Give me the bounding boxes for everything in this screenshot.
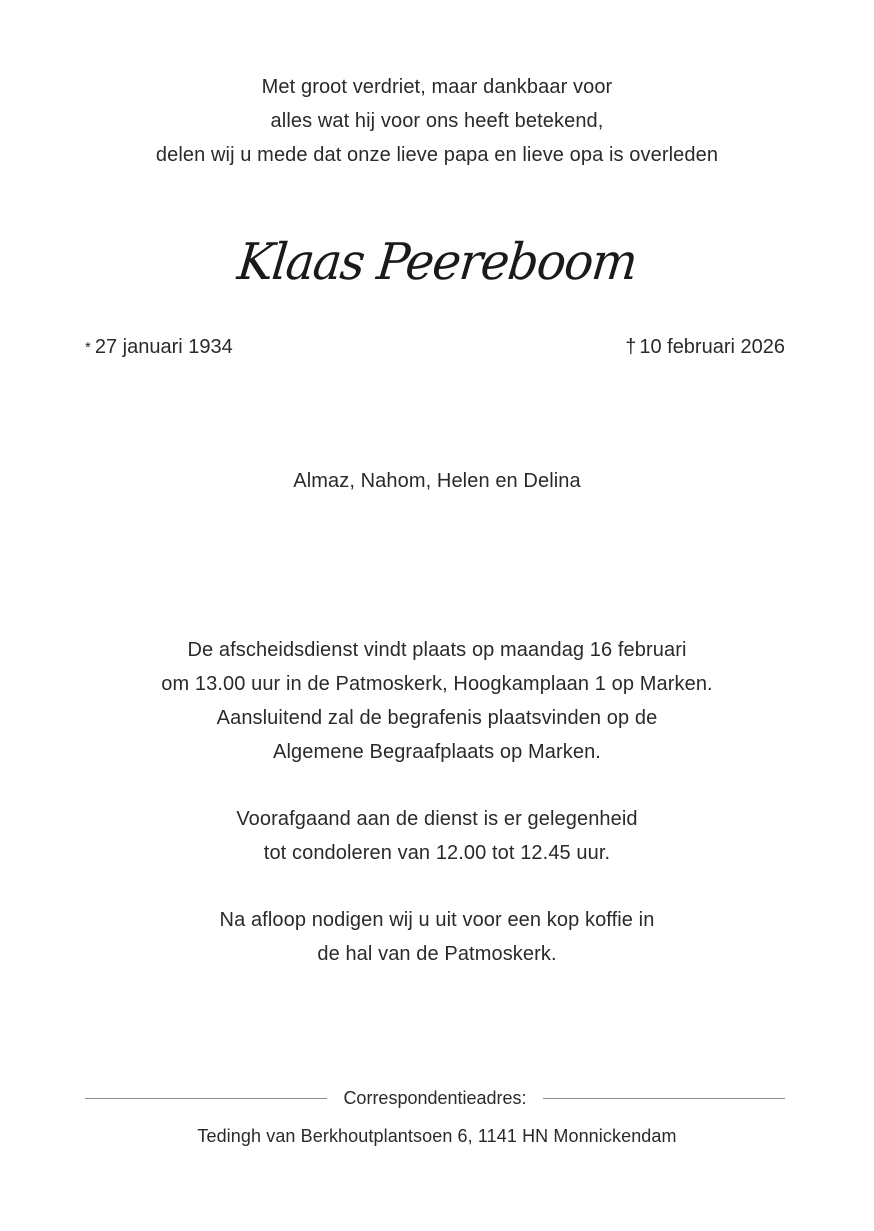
deceased-name: Klaas Peereboom: [234, 232, 640, 292]
coffee-line: Na afloop nodigen wij u uit voor een kop koffie in: [219, 909, 655, 931]
divider-right: [543, 1098, 785, 1099]
condolence-details: [0, 802, 874, 870]
intro-line: alles wat hij voor ons heeft betekend,: [270, 110, 604, 132]
family-names: Almaz, Nahom, Helen en Delina: [293, 470, 581, 492]
condolence-line: tot condoleren van 12.00 tot 12.45 uur.: [263, 842, 611, 864]
birth-date: 27 januari 1934: [94, 336, 233, 358]
correspondence-label: Correspondentieadres:: [343, 1088, 527, 1108]
service-line: De afscheidsdienst vindt plaats op maandag 16 februari: [187, 639, 687, 661]
correspondence-address: Tedingh van Berkhoutplantsoen 6, 1141 HN Monnickendam: [197, 1126, 677, 1146]
service-details: [0, 633, 874, 769]
death-date-group: [625, 330, 785, 364]
service-line: om 13.00 uur in de Patmoskerk, Hoogkamplaan 1 op Marken.: [161, 673, 713, 695]
asterisk-birth-icon: *: [85, 339, 91, 356]
service-line: Algemene Begraafplaats op Marken.: [273, 741, 601, 763]
death-date: 10 februari 2026: [639, 336, 785, 358]
cross-death-icon: †: [625, 336, 637, 358]
coffee-details: [0, 903, 874, 971]
intro-line: delen wij u mede dat onze lieve papa en lieve opa is overleden: [155, 144, 719, 166]
coffee-line: de hal van de Patmoskerk.: [317, 943, 557, 965]
intro-text: [0, 70, 874, 172]
divider-left: [85, 1098, 327, 1099]
condolence-line: Voorafgaand aan de dienst is er gelegenheid: [236, 808, 638, 830]
service-line: Aansluitend zal de begrafenis plaatsvinden op de: [216, 707, 658, 729]
birth-date-group: [85, 330, 233, 365]
correspondence-header: [85, 1082, 785, 1114]
life-dates: [85, 330, 785, 364]
intro-line: Met groot verdriet, maar dankbaar voor: [261, 76, 613, 98]
